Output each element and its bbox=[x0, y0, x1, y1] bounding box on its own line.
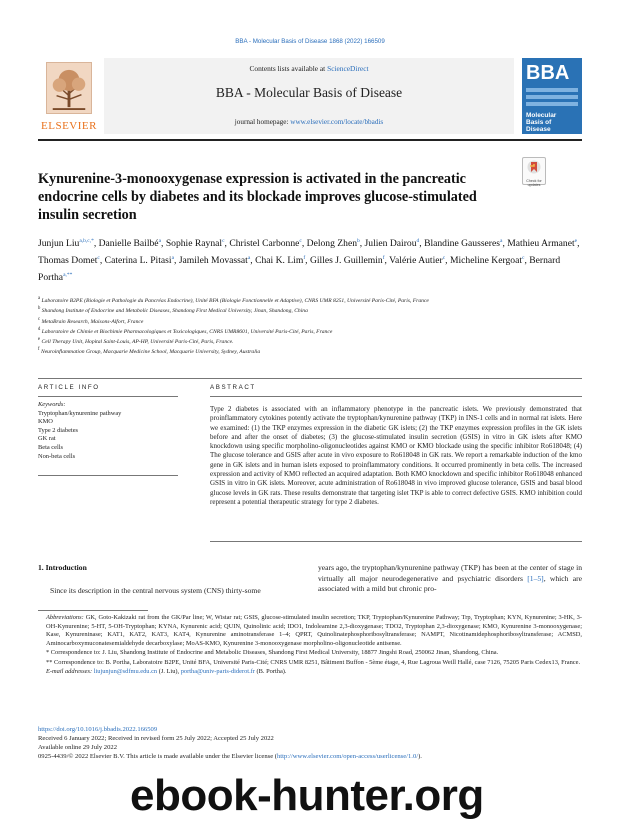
cover-subtitle-line: Basis of bbox=[526, 119, 552, 126]
affiliation-item bbox=[38, 346, 582, 356]
affiliation-text: Laboratoire de Chimie et Biochimie Pharmacologiques et Toxicologiques, CNRS UMR8601, Université Paris-Cité, Paris, France bbox=[41, 328, 333, 335]
author-affiliation-marker[interactable]: a bbox=[171, 255, 175, 262]
affiliations-divider bbox=[38, 378, 582, 379]
abbreviations-label: Abbreviations: bbox=[46, 614, 84, 621]
author-affiliation-marker[interactable]: a,** bbox=[63, 272, 73, 279]
license-link[interactable]: http://www.elsevier.com/open-access/userlicense/1.0/ bbox=[276, 753, 419, 760]
affiliation-item bbox=[38, 305, 582, 315]
author-name[interactable]: Blandine Gausseres bbox=[424, 238, 500, 250]
keyword-item: Non-beta cells bbox=[38, 452, 76, 460]
abstract-bottom-rule bbox=[210, 541, 582, 542]
sciencedirect-link[interactable]: ScienceDirect bbox=[327, 64, 369, 73]
abstract-rule bbox=[210, 396, 582, 397]
masthead-divider bbox=[38, 139, 582, 141]
email-label: E-mail addresses: bbox=[46, 668, 93, 675]
author-affiliation-marker[interactable]: b bbox=[357, 238, 360, 244]
intro-text: , which are associated with a mild but chronic pro- bbox=[318, 573, 583, 593]
keyword-item: Tryptophan/kynurenine pathway bbox=[38, 409, 122, 417]
affiliation-marker: f bbox=[38, 347, 40, 353]
license-text: ). bbox=[418, 753, 422, 760]
affiliation-text: Shandong Institute of Endocrine and Metabolic Diseases, Shandong First Medical University, Jinan, Shandong, China bbox=[41, 308, 308, 315]
crossmark-label-line: Check for bbox=[526, 179, 542, 183]
affiliation-marker: b bbox=[38, 306, 41, 312]
email-link-liu[interactable]: liujunjun@sdfmu.edu.cn bbox=[93, 668, 158, 675]
license-line bbox=[38, 752, 582, 761]
author-separator: , bbox=[161, 238, 166, 250]
journal-homepage-link[interactable]: www.elsevier.com/locate/bbadis bbox=[290, 118, 384, 126]
affiliation-item bbox=[38, 316, 582, 326]
introduction-paragraph-right bbox=[318, 563, 582, 595]
affiliation-text: MetaBrain Research, Maisons-Alfort, France bbox=[41, 318, 144, 325]
affiliation-item bbox=[38, 295, 582, 305]
correspondence-footnote-1: * Correspondence to: J. Liu, Shandong Institute of Endocrine and Metabolic Diseases, Shandong First Medical University, 18877 Jingshi Road, 250062 Jinan, Shandong, China. bbox=[46, 649, 499, 656]
author-separator: , bbox=[359, 238, 365, 250]
author-affiliation-marker[interactable]: a bbox=[247, 255, 251, 262]
crossmark-label bbox=[523, 179, 545, 187]
keyword-item: Beta cells bbox=[38, 443, 64, 451]
author-separator: , bbox=[524, 255, 530, 267]
author-affiliation-marker[interactable]: f bbox=[382, 255, 385, 262]
homepage-line bbox=[104, 118, 514, 126]
publication-info bbox=[38, 725, 582, 761]
abbreviations-text: GK, Goto-Kakizaki rat from the GK/Par line; W, Wistar rat; GSIS, glucose-stimulated insulin secretion; TKP, Tryptophan/Kynurenine Pathway; Trp, Tryptophan; KYN, Kynurenine; 3-HK, 3-OH-Kynurenine; 5-HT, 5-OH-Tryptophan; KYNA, Kynurenic acid; QUIN, Quinolinic acid; IDO1, Indoleamine 2,3-dioxygenase; TDO2, Tryptophan 2,3-dioxygenase; KMO, Kynurenine 3-monooxygenase; Kase, Kynureninase; KAT1, KAT2, KAT3, KAT4, Kynurenine aminotransferase 1–4; QPRT, Quinolinatephosphoribosyltransferase; NAMPT, Nicotinamidephosphoribosyltransferase; ACMSD, Aminocarboxymuconatesemialdehyde decarboxylase; MoAS-KMO, Kynurenine 3-monooxygenase morpholino-oligonucleotide antisense. bbox=[46, 614, 582, 647]
author-name[interactable]: Delong Zhen bbox=[306, 238, 357, 250]
author-affiliation-marker[interactable]: c bbox=[442, 255, 446, 262]
cover-subtitle bbox=[526, 112, 556, 133]
author-separator: , bbox=[93, 238, 99, 250]
author-affiliation-marker[interactable]: f bbox=[303, 255, 306, 262]
author-affiliation-marker[interactable]: c bbox=[97, 255, 100, 262]
journal-masthead bbox=[38, 58, 582, 134]
introduction-heading: 1. Introduction bbox=[38, 563, 87, 572]
received-dates: Received 6 January 2022; Received in revised form 25 July 2022; Accepted 25 July 2022 bbox=[38, 735, 274, 742]
footnotes bbox=[38, 614, 582, 678]
author-separator: , bbox=[250, 255, 256, 267]
article-info-heading: ARTICLE INFO bbox=[38, 384, 100, 391]
available-date: Available online 29 July 2022 bbox=[38, 744, 117, 751]
affiliation-text: Neuroinflammation Group, Macquarie Medicine School, Macquarie University, Sydney, Australia bbox=[40, 349, 261, 356]
email-owner: (B. Portha). bbox=[254, 668, 287, 675]
author-name[interactable]: Caterina L. Pitasi bbox=[104, 255, 172, 267]
homepage-prefix: journal homepage: bbox=[234, 118, 289, 126]
cover-abbreviation: BBA bbox=[526, 62, 570, 84]
reference-link[interactable]: [1–5] bbox=[527, 573, 544, 583]
crossmark-icon bbox=[527, 160, 541, 174]
article-title: Kynurenine-3-monooxygenase expression is activated in the pancreatic endocrine cells by diabetes and its blockade improves glucose-stimulated insulin secretion bbox=[38, 171, 477, 223]
affiliation-marker: c bbox=[38, 316, 41, 322]
affiliation-marker: a bbox=[38, 296, 41, 301]
affiliation-list bbox=[38, 295, 582, 357]
author-separator: , bbox=[384, 255, 390, 267]
article-info-rule bbox=[38, 396, 178, 397]
affiliation-text: Cell Therapy Unit, Hopital Saint-Louis, AP-HP, Université Paris-Cité, Paris, France. bbox=[41, 338, 234, 345]
keyword-item: GK rat bbox=[38, 435, 56, 443]
doi-link[interactable]: https://doi.org/10.1016/j.bbadis.2022.166509 bbox=[38, 726, 158, 733]
author-separator: , bbox=[419, 238, 425, 250]
author-affiliation-marker[interactable]: a bbox=[158, 238, 162, 244]
author-separator: , bbox=[305, 255, 310, 267]
author-affiliation-marker[interactable]: c bbox=[222, 238, 225, 244]
affiliation-text: Laboratoire B2PE (Biologie et Pathologie du Pancréas Endocrine), Unité BFA (Biologie Fonctionnelle et Adaptive), CNRS UMR 8251, Université Paris-Cité, Paris, France bbox=[41, 297, 429, 304]
running-head[interactable]: BBA - Molecular Basis of Disease 1868 (2022) 166509 bbox=[235, 38, 385, 45]
author-name[interactable]: Valérie Autier bbox=[389, 255, 443, 267]
keywords-block bbox=[38, 401, 188, 461]
journal-banner bbox=[104, 58, 514, 134]
tree-emblem-icon bbox=[46, 62, 92, 114]
author-name[interactable]: Danielle Bailbé bbox=[98, 238, 159, 250]
journal-cover-thumbnail[interactable] bbox=[522, 58, 582, 134]
intro-text: years ago, the tryptophan/kynurenine pathway (TKP) has been at the center of stage in virtually all major neurodegenerative and psychiatric disorders bbox=[318, 563, 582, 583]
footnote-rule bbox=[38, 610, 148, 611]
publisher-logo[interactable] bbox=[38, 58, 100, 134]
author-name[interactable]: Bernard Portha bbox=[38, 255, 561, 284]
abstract-heading: ABSTRACT bbox=[210, 384, 256, 391]
author-affiliation-marker[interactable]: c bbox=[522, 255, 525, 262]
keyword-item: Type 2 diabetes bbox=[38, 426, 79, 434]
watermark: ebook-hunter.org bbox=[130, 771, 484, 820]
publisher-name: ELSEVIER bbox=[41, 120, 97, 132]
author-name[interactable]: Chai K. Lim bbox=[255, 255, 304, 267]
affiliation-item bbox=[38, 336, 582, 346]
correspondence-footnote-2: ** Correspondence to: B. Portha, Laboratoire B2PE, Unité BFA, Université Paris-Cité; CNRS UMR 8251, Bâtiment Buffon - 5ème étage, 4, Rue Lagroua Weill Hallé, case 7126, 75205 Paris Cedex13, France. bbox=[46, 658, 581, 666]
author-name[interactable]: Junjun Liu bbox=[38, 238, 80, 250]
abstract-text: Type 2 diabetes is associated with an inflammatory phenotype in the pancreatic islets. We previously demonstrated that proinflammatory cytokines potently activate the tryptophan/kynurenine pathway (TKP) in INS-1 cells and in normal rat islets. Here we examined: (1) the TKP enzymes expression in the diabetic GK islets; (2) the TKP enzymes expression profiles in the GK islets before and after the onset of diabetes; (3) the glucose-stimulated insulin secretion (GSIS) in vitro in GK islets after KMO knockdown using specific morpholino-oligonucleotides against KMO or KMO blockade using the specific inhibitor Ro618048; (4) The glucose tolerance and GSIS after acute in vivo exposure to Ro618048 in GK rats. We report a remarkable induction of the kmo gene in GK islets and in human islets exposed to proinflammatory conditions. It occurred prominently in beta cells. The increased expression and activity of KMO reflected an acquired adaptation. Both KMO knockdown and specific inhibitor Ro618048 enhanced GSIS in vitro in GK islets. Moreover, acute administration of Ro618048 in vivo improved glucose tolerance, GSIS and basal blood glucose levels in GK rats. These results demonstrate that targeting islet TKP is able to correct defective GSIS. KMO inhibition could represent a potential therapeutic strategy for type 2 diabetes. bbox=[210, 405, 582, 506]
license-text: 0925-4439/© 2022 Elsevier B.V. This article is made available under the Elsevier license ( bbox=[38, 753, 277, 760]
introduction-paragraph-left: Since its description in the central nervous system (CNS) thirty-some bbox=[50, 586, 261, 595]
author-name[interactable]: Mathieu Armanet bbox=[507, 238, 575, 250]
affiliation-marker: d bbox=[38, 326, 41, 332]
email-footnote bbox=[38, 668, 582, 677]
crossmark-label-line: updates bbox=[527, 183, 541, 187]
author-separator: , bbox=[99, 255, 105, 267]
author-affiliation-marker[interactable]: d bbox=[416, 238, 420, 244]
author-name[interactable]: Christel Carbonne bbox=[229, 238, 300, 250]
keywords-bottom-rule bbox=[38, 475, 178, 476]
author-affiliation-marker[interactable]: a,b,c,* bbox=[79, 238, 94, 244]
author-name[interactable]: Sophie Raynal bbox=[165, 238, 223, 250]
author-name[interactable]: Gilles J. Guillemin bbox=[309, 255, 383, 267]
author-separator: , bbox=[301, 238, 307, 250]
author-affiliation-marker[interactable]: a bbox=[500, 238, 503, 244]
author-separator: , bbox=[224, 238, 230, 250]
email-link-portha[interactable]: portha@univ-paris-diderot.fr bbox=[180, 668, 255, 675]
author-name[interactable]: Thomas Domet bbox=[38, 255, 98, 267]
author-separator: , bbox=[445, 255, 450, 267]
email-owner: (J. Liu), bbox=[157, 668, 181, 675]
abbreviations-footnote bbox=[38, 614, 582, 648]
author-name[interactable]: Micheline Kergoat bbox=[449, 255, 522, 267]
author-separator: , bbox=[174, 255, 179, 267]
keyword-item: KMO bbox=[38, 418, 53, 426]
author-separator: , bbox=[502, 238, 508, 250]
author-affiliation-marker[interactable]: e bbox=[574, 238, 578, 244]
author-affiliation-marker[interactable]: c bbox=[299, 238, 302, 244]
cover-subtitle-line: Disease bbox=[526, 126, 551, 133]
author-name[interactable]: Jamileh Movassat bbox=[178, 255, 248, 267]
check-for-updates-button[interactable] bbox=[522, 157, 546, 185]
author-list bbox=[38, 234, 582, 286]
contents-line bbox=[104, 64, 514, 73]
affiliation-item bbox=[38, 326, 582, 336]
keywords-label: Keywords: bbox=[38, 401, 66, 408]
author-separator: , bbox=[577, 238, 580, 250]
journal-title: BBA - Molecular Basis of Disease bbox=[215, 85, 403, 100]
author-name[interactable]: Julien Dairou bbox=[364, 238, 417, 250]
keyword-list bbox=[38, 410, 188, 462]
cover-subtitle-line: Molecular bbox=[526, 112, 557, 119]
contents-prefix: Contents lists available at bbox=[249, 64, 326, 73]
affiliation-marker: e bbox=[38, 337, 41, 343]
cover-decoration bbox=[526, 88, 578, 110]
